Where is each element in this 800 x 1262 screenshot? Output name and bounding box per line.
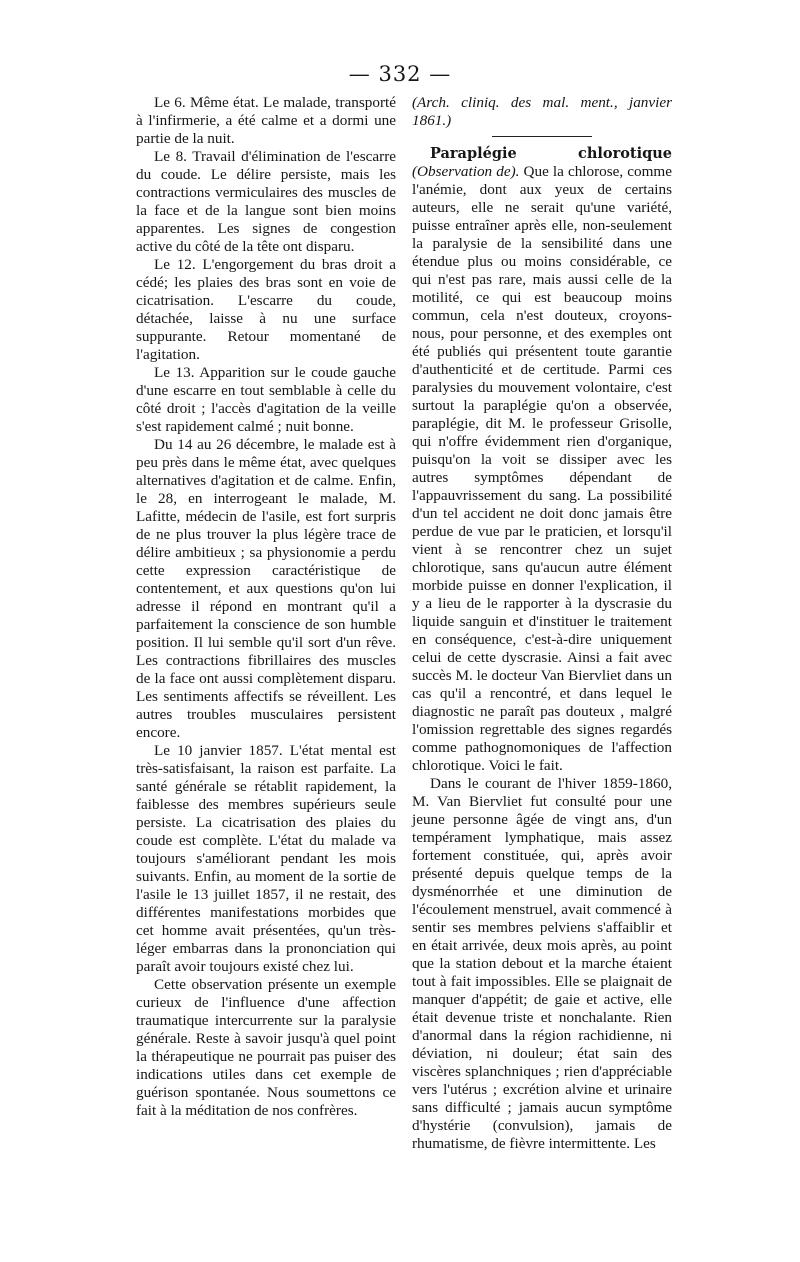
left-column bbox=[136, 94, 396, 1120]
article-paragraph bbox=[412, 145, 672, 775]
paragraph-text: Que la chlorose, comme l'anémie, dont aux yeux de certains auteurs, elle ne serait qu'une variété, puisse entraîner après elle, non-seulement la paralysie de la sensibilité dans une étendue plus ou moins considérable, ce qui n'est pas rare, mais aussi celle de la motilité, ce qui est beaucoup moins commun, cela n'est douteux, croyons-nous, pour personne, et des exemples ont été publiés qui présentent toute garantie d'authenticité et de certitude. Parmi ces paralysies du mouvement volontaire, c'est surtout la paraplégie qu'on a observée, paraplégie, dit M. le professeur Grisolle, qui n'offre évidemment rien d'organique, puisqu'on la voit se dissiper avec les autres symptômes dépendant de l'appauvrissement du sang. La possibilité d'un tel accident ne doit donc jamais être perdue de vue par le praticien, et lorsqu'il vient à se rencontrer chez un sujet chlorotique, sans qu'aucun autre élément morbide puisse en donner l'explication, il y a lieu de le rapporter à la dyscrasie du liquide sanguin et d'instituer le traitement en conséquence, c'est-à-dire uniquement celui de cette dyscrasie. Ainsi a fait avec succès M. le docteur Van Biervliet dans un cas qu'il a rencontré, et dans lequel le diagnostic ne paraît pas douteux , malgré l'omission regrettable des signes regardés comme pathognomoniques de l'affection chlorotique. Voici le fait. bbox=[412, 163, 672, 774]
paragraph: Du 14 au 26 décembre, le malade est à peu près dans le même état, avec quelques alternatives d'agitation et de calme. Enfin, le 28, en interrogeant le malade, M. Lafitte, médecin de l'asile, est fort surpris de ne plus trouver la plus légère trace de délire ambitieux ; sa physionomie a perdu cette expression caractéristique de contentement, et aux questions qu'on lui adresse il répond en montrant qu'il a parfaitement la conscience de son humble position. Il lui semble qu'il sort d'un rêve. Les contractions fibrillaires des muscles de la face ont aussi complètement disparu. Les sentiments affectifs se réveillent. Les autres troubles musculaires persistent encore. bbox=[136, 436, 396, 741]
paragraph: Le 12. L'engorgement du bras droit a cédé; les plaies des bras sont en voie de cicatrisation. L'escarre du coude, détachée, laisse à nu une surface suppurante. Retour momentané de l'agitation. bbox=[136, 256, 396, 363]
page-number: — 332 — bbox=[348, 62, 452, 86]
source-reference: (Arch. cliniq. des mal. ment., janvier 1861.) bbox=[412, 94, 672, 129]
paragraph: Le 10 janvier 1857. L'état mental est très-satisfaisant, la raison est parfaite. La santé générale se rétablit rapidement, la faiblesse des membres supérieurs seule persiste. La cicatrisation des plaies du coude est complète. L'état du malade va toujours s'améliorant pendant les mois suivants. Enfin, au moment de la sortie de l'asile le 13 juillet 1857, il ne restait, des différentes manifestations morbides que cet homme avait présentées, qu'un très-léger embarras dans la prononciation qui paraît avoir toujours existé chez lui. bbox=[136, 742, 396, 975]
section-divider bbox=[492, 136, 592, 137]
right-column bbox=[412, 94, 672, 1153]
article-subtitle: (Observation de). bbox=[412, 163, 520, 180]
paragraph: Le 8. Travail d'élimination de l'escarre du coude. Le délire persiste, mais les contractions vermiculaires des muscles de la face et de la langue sont bien moins apparentes. Les signes de congestion active du côté de la tête ont disparu. bbox=[136, 148, 396, 255]
paragraph: Cette observation présente un exemple curieux de l'influence d'une affection traumatique intercurrente sur la paralysie générale. Reste à savoir jusqu'à quel point la thérapeutique ne pourrait pas puiser des indications utiles dans cet exemple de guérison spontanée. Nous soumettons ce fait à la méditation de nos confrères. bbox=[136, 976, 396, 1119]
paragraph: Le 13. Apparition sur le coude gauche d'une escarre en tout semblable à celle du côté droit ; l'accès d'agitation de la veille s'est rapidement calmé ; nuit bonne. bbox=[136, 364, 396, 435]
paragraph: Le 6. Même état. Le malade, transporté à l'infirmerie, a été calme et a dormi une partie de la nuit. bbox=[136, 94, 396, 147]
article-title: Paraplégie chlorotique bbox=[430, 145, 672, 162]
paragraph: Dans le courant de l'hiver 1859-1860, M. Van Biervliet fut consulté pour une jeune personne âgée de vingt ans, d'un tempérament lymphatique, mais assez fortement constituée, qui, après avoir présenté depuis quelque temps de la dysménorrhée et une diminution de l'écoulement menstruel, avait commencé à sentir ses membres pelviens s'affaiblir et en était arrivée, deux mois après, au point que la station debout et la marche étaient tout à fait impossibles. Elle se plaignait de manquer d'appétit; de gaie et active, elle était devenue triste et nonchalante. Rien d'anormal dans la région rachidienne, ni déviation, ni douleur; état sain des viscères splanchniques ; rien d'appréciable vers l'utérus ; excrétion alvine et urinaire sans difficulté ; jamais aucun symptôme d'hystérie (convulsion), jamais de rhumatisme, de fièvre intermittente. Les bbox=[412, 775, 672, 1152]
